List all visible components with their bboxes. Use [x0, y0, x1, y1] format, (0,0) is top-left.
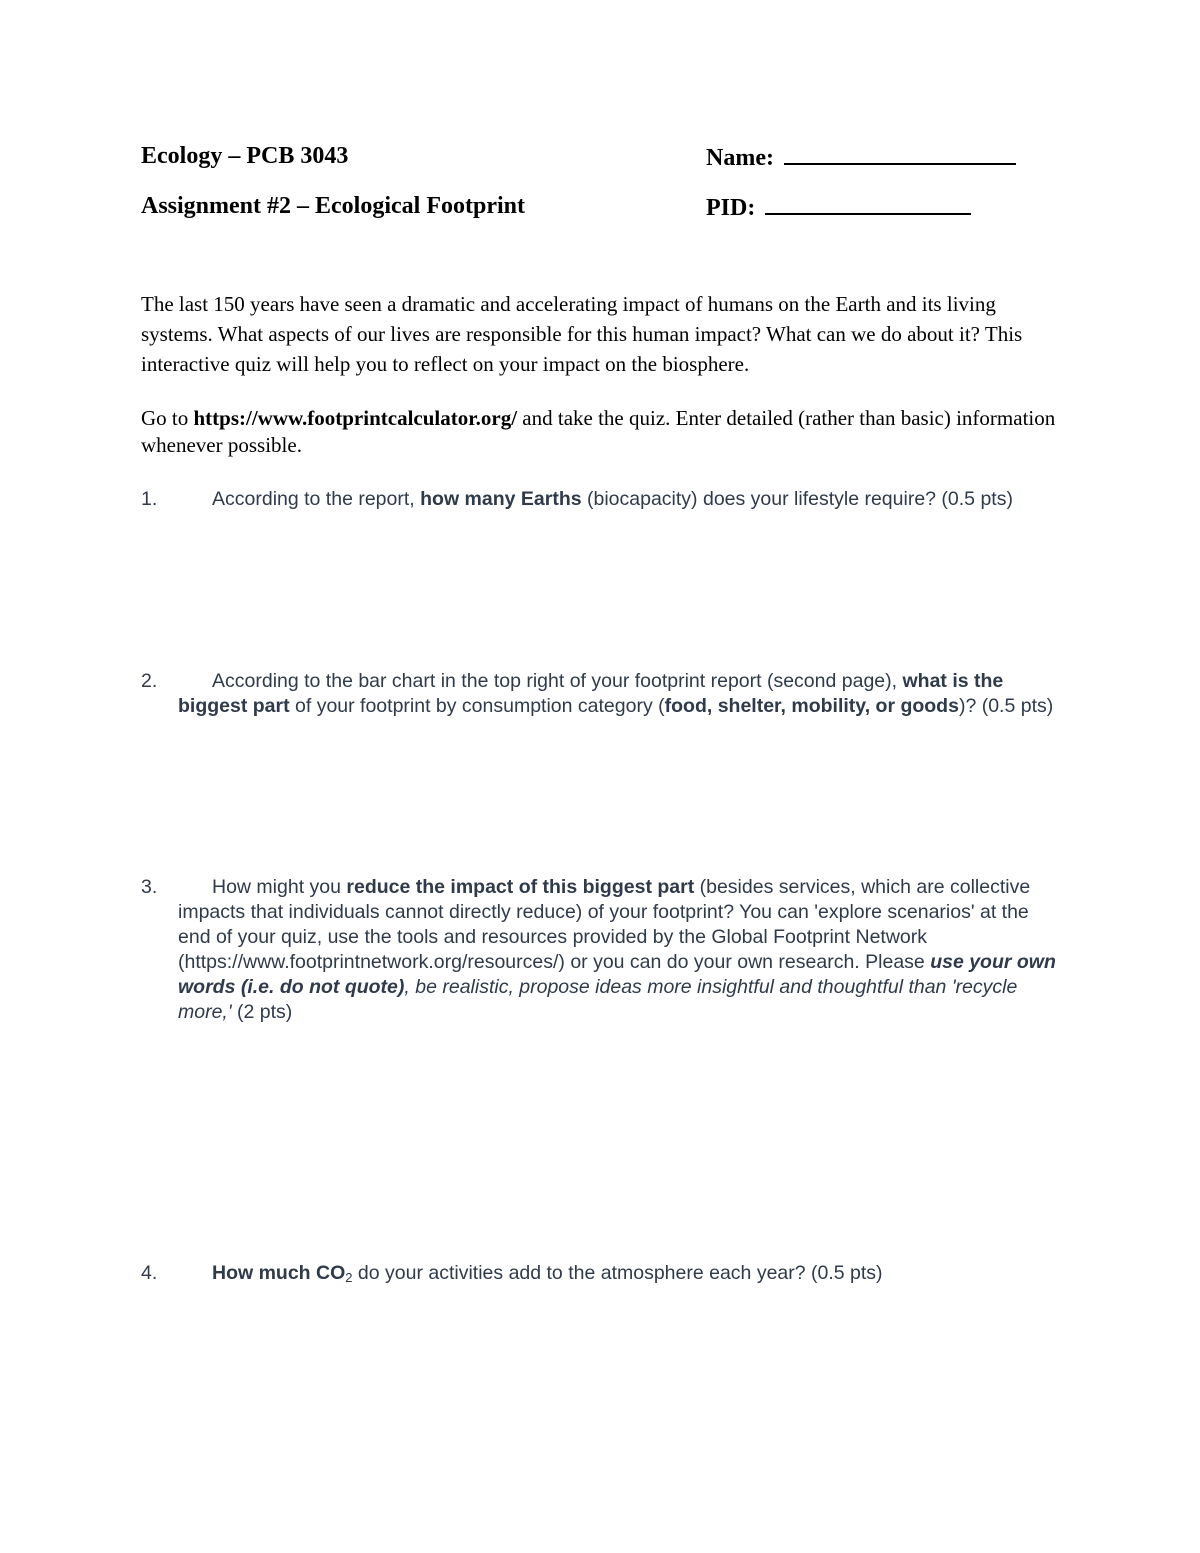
assignment-title: Assignment #2 – Ecological Footprint: [141, 193, 525, 219]
subscript-two: 2: [345, 1270, 353, 1285]
question-emphasis: reduce the impact of this biggest part: [346, 876, 695, 898]
question-number: 2.: [141, 670, 158, 692]
question-text: [178, 487, 1066, 512]
name-field: [706, 143, 1016, 172]
name-label: Name:: [706, 145, 774, 171]
question-number: 4.: [141, 1262, 158, 1284]
question-emphasis-text: How much CO: [212, 1262, 346, 1284]
question-text-part: How might you: [212, 876, 347, 898]
question-text-part: (biocapacity) does your lifestyle require? (0.5 pts): [581, 488, 1013, 510]
course-title: Ecology – PCB 3043: [141, 143, 349, 169]
instructions-paragraph: [141, 405, 1071, 459]
question-text-part: do your activities add to the atmosphere each year? (0.5 pts): [352, 1262, 883, 1284]
name-blank-line: [784, 143, 1016, 165]
goto-suffix: and take the quiz. Enter detailed (rather than basic) information whenever possible.: [141, 406, 1056, 457]
question-text-part: of your footprint by consumption category (: [289, 695, 665, 717]
question-text-part: )? (0.5 pts): [958, 695, 1054, 717]
pid-field: [706, 193, 971, 222]
question-emphasis-italic: use your own words (i.e. do not quote): [178, 951, 1056, 998]
question-emphasis: food, shelter, mobility, or goods: [664, 695, 959, 717]
question-text: [178, 875, 1066, 1025]
question-number: 3.: [141, 876, 158, 898]
intro-paragraph: The last 150 years have seen a dramatic and accelerating impact of humans on the Earth and its living systems. What aspects of our lives are responsible for this human impact? What can we do about it? This interactive quiz will help you to reflect on your impact on the biosphere.: [141, 292, 1023, 376]
goto-prefix: Go to: [141, 406, 194, 430]
question-text-part: (besides services, which are collective impacts that individuals cannot directly reduce) of your footprint? You can 'explore scenarios' at the end of your quiz, use the tools and resources provided by the Global Footprint Network (https://www.footprintnetwork.org/resources/) or you can do your own research. Please: [178, 876, 1031, 973]
question-4: [141, 1261, 1066, 1286]
question-text-part: According to the report,: [212, 488, 421, 510]
pid-label: PID:: [706, 195, 756, 221]
question-text-part: (2 pts): [231, 1001, 293, 1023]
question-2: [141, 669, 1066, 719]
question-italic-text: , be realistic, propose ideas more insightful and thoughtful than 'recycle more,': [178, 976, 1018, 1023]
question-3: [141, 875, 1066, 1025]
question-number: 1.: [141, 488, 158, 510]
calculator-link[interactable]: https://www.footprintcalculator.org/: [193, 406, 518, 430]
question-text-part: According to the bar chart in the top right of your footprint report (second page),: [212, 670, 903, 692]
question-text: [178, 669, 1066, 719]
question-1: [141, 487, 1066, 512]
question-emphasis: how many Earths: [420, 488, 582, 510]
question-emphasis: what is the biggest part: [178, 670, 1004, 717]
pid-blank-line: [765, 193, 971, 215]
question-text: [178, 1261, 1066, 1286]
question-emphasis: [212, 1262, 353, 1284]
